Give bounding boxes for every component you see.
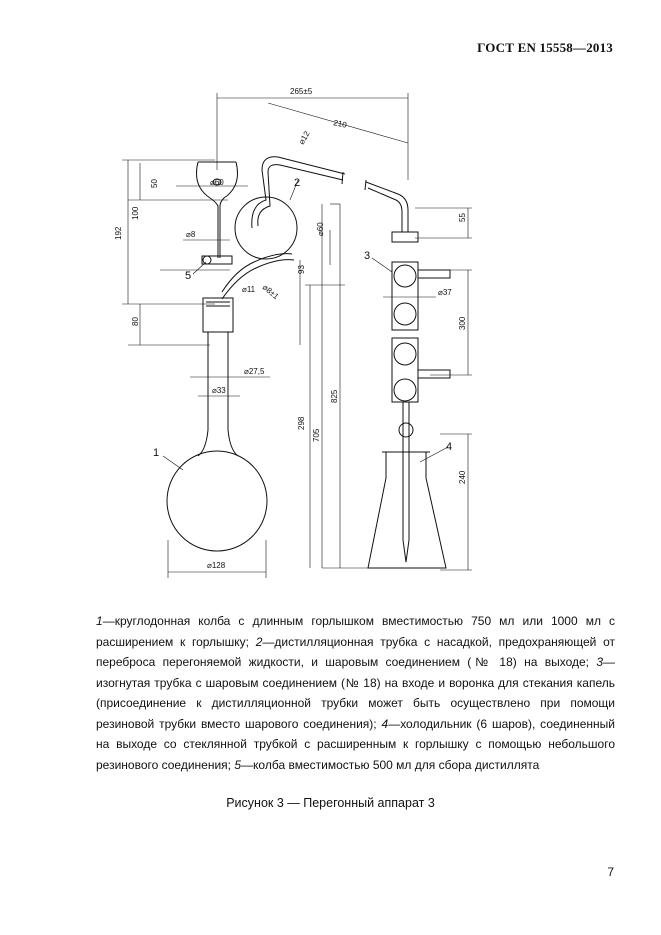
label-condenser: 3 (364, 250, 371, 262)
figure-title: Рисунок 3 — Перегонный аппарат 3 (226, 796, 435, 810)
dim-tube-diameter: ⌀12 (296, 129, 312, 146)
dim-flask-diameter: ⌀128 (207, 561, 226, 570)
label-receiver: 4 (446, 441, 453, 453)
caption-text-1: —круглодонная колба с длинным горлышком вместимостью 750 мл или 1000 мл с расширением к горлышку; (96, 614, 615, 649)
dim-neck-height: 298 (297, 416, 306, 430)
caption-text-4: —холодильник (6 шаров), соединенный на выходе со стеклянной трубкой с расширенным к горлышку с помощью небольшого резинового соединения; (96, 716, 615, 772)
dim-condenser-length: 300 (458, 316, 467, 330)
caption-num-4: 4 (381, 716, 389, 731)
dim-funnel-diameter: ⌀60 (210, 178, 224, 187)
dim-total-height: 825 (330, 389, 339, 403)
dim-neck-diameter: ⌀27,5 (244, 367, 265, 376)
caption-text-5: —колба вместимостью 500 мл для сбора дистиллята (241, 757, 540, 772)
dim-funnel-total-height: 100 (131, 206, 140, 220)
dim-joint-length: 80 (131, 317, 140, 326)
dim-condenser-diameter: ⌀37 (438, 288, 452, 297)
caption-text-2: —дистилляционная трубка с насадкой, предохраняющей от переброса перегоняемой жидкости, и шаровым соединением (№ 18) на выходе; (96, 634, 616, 669)
label-stopcock: 5 (185, 270, 192, 282)
dim-side-arm-diameter: ⌀11 (242, 285, 256, 294)
dim-stopcock-diameter: ⌀8 (186, 230, 196, 239)
caption-num-3: 3 (596, 655, 603, 669)
caption-text-3: —изогнутая трубка с шаровым соединением (№ 18) на входе и воронка для стекания капель (присоединение к дистилляционной трубки может быть осуществлено при помощи резиновой трубки вместо шарового соединения); (96, 655, 615, 731)
dim-inner-diameter: ⌀8±1 (260, 282, 281, 302)
dim-head-height: 192 (114, 226, 123, 240)
page-number: 7 (607, 865, 614, 879)
dim-bulb-offset: 93 (297, 265, 306, 274)
dim-outlet-tube-length: 210 (332, 118, 348, 130)
caption-num-2: 2 (255, 634, 263, 649)
caption-num-5: 5 (234, 757, 242, 772)
dim-flask-height: 705 (312, 428, 321, 442)
document-header: ГОСТ EN 15558—2013 (477, 40, 613, 55)
dim-funnel-height: 50 (150, 179, 159, 188)
figure-caption (96, 611, 615, 775)
dim-overall-width: 265±5 (290, 87, 313, 96)
label-distillation-tube: 2 (294, 177, 301, 189)
dim-receiver-height: 240 (458, 470, 467, 484)
dim-bulb-diameter: ⌀60 (316, 222, 325, 236)
caption-num-1: 1 (96, 614, 103, 628)
dim-inlet-height: 55 (458, 213, 467, 222)
dim-neck-inner-diameter: ⌀33 (212, 386, 226, 395)
label-flask: 1 (153, 447, 160, 459)
